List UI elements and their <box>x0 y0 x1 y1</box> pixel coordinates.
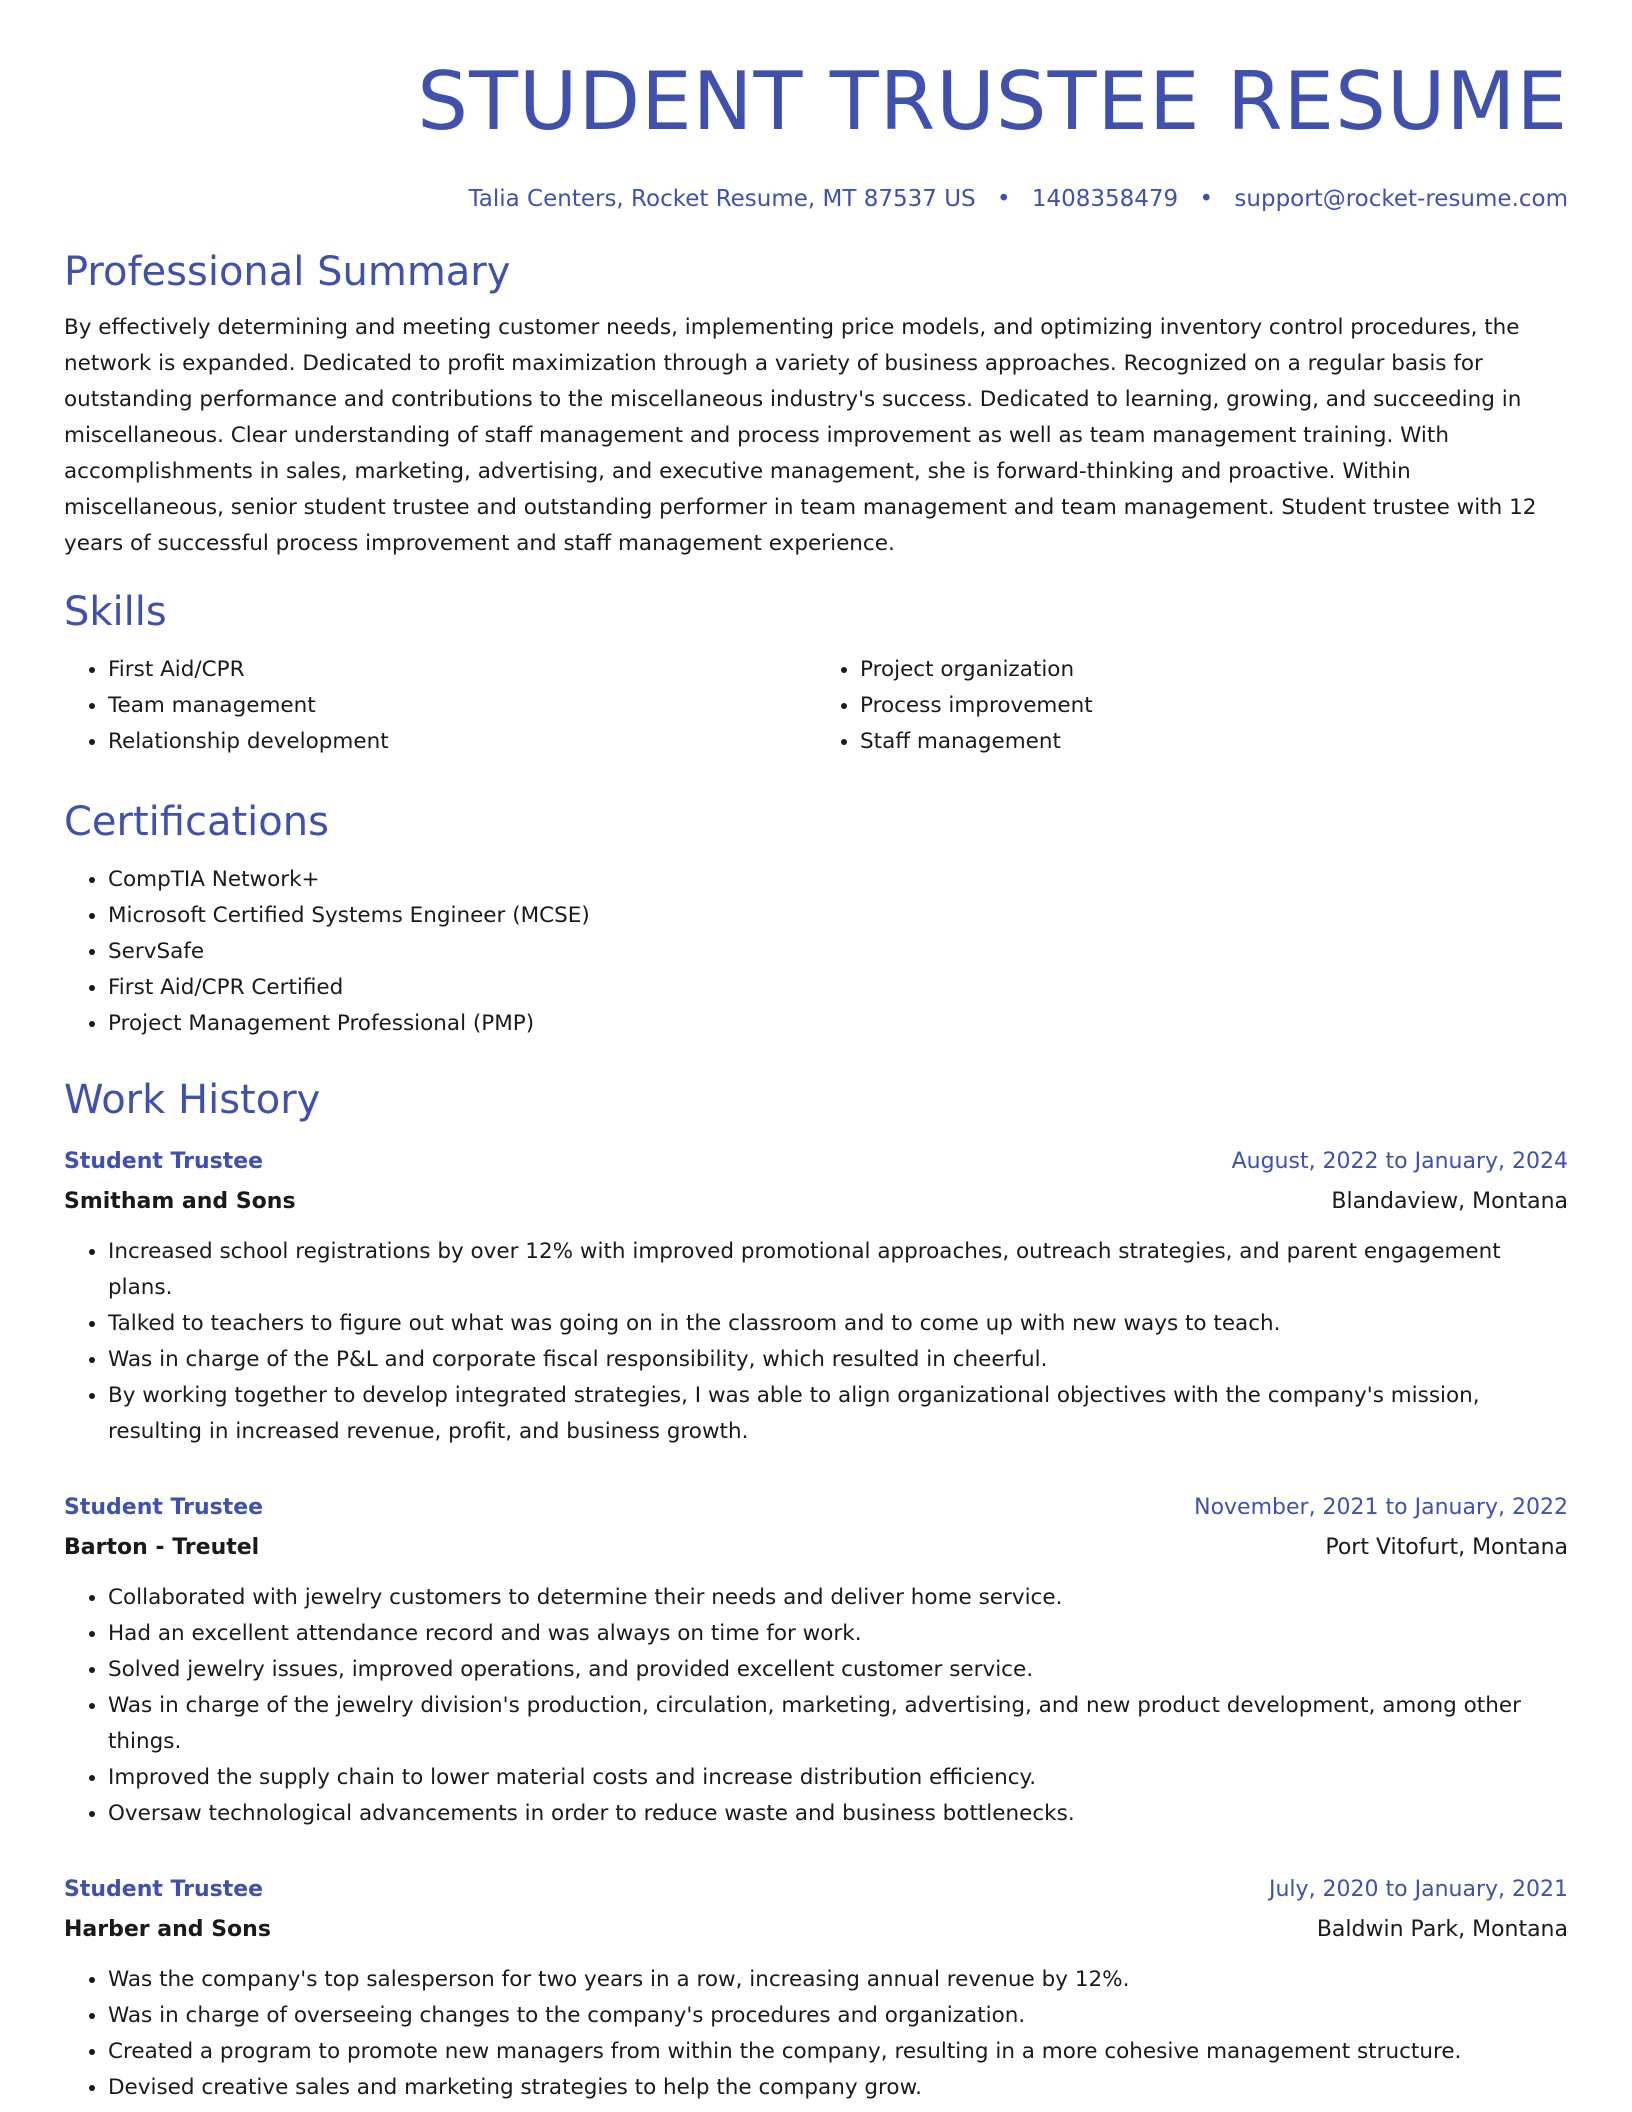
contact-phone: 1408358479 <box>1031 186 1179 212</box>
job-header-row <box>64 1142 1568 1182</box>
job-company: Barton - Treutel <box>64 1535 260 1560</box>
contact-separator: • <box>1199 186 1214 212</box>
skill-item: • Relationship development <box>108 724 816 760</box>
job-bullets <box>64 1234 1568 1450</box>
contact-separator: • <box>996 186 1011 212</box>
job-company-row <box>64 1528 1568 1568</box>
job-bullet: • Collaborated with jewelry customers to determine their needs and deliver home service. <box>108 1580 1568 1616</box>
job-dates: July, 2020 to January, 2021 <box>1269 1877 1568 1902</box>
job-bullet: • Increased school registrations by over 12% with improved promotional approaches, outreach strategies, and parent engagement plans. <box>108 1234 1568 1306</box>
job-dates: August, 2022 to January, 2024 <box>1231 1149 1568 1174</box>
skills-columns <box>64 652 1568 760</box>
job-location: Blandaview, Montana <box>1331 1189 1568 1214</box>
certification-item: • CompTIA Network+ <box>108 862 1568 898</box>
job-company: Smitham and Sons <box>64 1189 296 1214</box>
job-location: Port Vitofurt, Montana <box>1325 1535 1568 1560</box>
job-bullet: • Oversaw technological advancements in order to reduce waste and business bottlenecks. <box>108 1796 1568 1832</box>
job-bullet: • Was in charge of overseeing changes to the company's procedures and organization. <box>108 1998 1568 2034</box>
job-company-row <box>64 1182 1568 1222</box>
skill-item: • Team management <box>108 688 816 724</box>
job-title: Student Trustee <box>64 1877 264 1902</box>
job-bullet: • Talked to teachers to figure out what was going on in the classroom and to come up with new ways to teach. <box>108 1306 1568 1342</box>
job-company: Harber and Sons <box>64 1917 271 1942</box>
certification-item: • Microsoft Certified Systems Engineer (MCSE) <box>108 898 1568 934</box>
job-dates: November, 2021 to January, 2022 <box>1194 1495 1568 1520</box>
contact-email[interactable]: support@rocket-resume.com <box>1234 186 1568 212</box>
certifications-heading: Certifications <box>64 799 329 845</box>
summary-heading: Professional Summary <box>64 249 511 295</box>
job-bullet: • Was in charge of the jewelry division's production, circulation, marketing, advertising, and new product development, among other things. <box>108 1688 1568 1760</box>
job-entry <box>64 1488 1568 1832</box>
skills-list-left <box>64 652 816 760</box>
resume-title: STUDENT TRUSTEE RESUME <box>417 55 1568 148</box>
job-bullet: • Improved the supply chain to lower material costs and increase distribution efficiency. <box>108 1760 1568 1796</box>
job-bullet: • Was the company's top salesperson for two years in a row, increasing annual revenue by 12%. <box>108 1962 1568 1998</box>
job-bullets <box>64 1962 1568 2106</box>
job-bullet: • Created a program to promote new managers from within the company, resulting in a more cohesive management structure. <box>108 2034 1568 2070</box>
job-entry <box>64 1870 1568 2106</box>
job-header-row <box>64 1870 1568 1910</box>
contact-line <box>64 182 1568 216</box>
work-history-heading: Work History <box>64 1077 321 1123</box>
skill-item: • Project organization <box>860 652 1568 688</box>
skills-heading: Skills <box>64 589 167 635</box>
certification-item: • ServSafe <box>108 934 1568 970</box>
skill-item: • Staff management <box>860 724 1568 760</box>
job-title: Student Trustee <box>64 1149 264 1174</box>
job-bullet: • Had an excellent attendance record and was always on time for work. <box>108 1616 1568 1652</box>
job-title: Student Trustee <box>64 1495 264 1520</box>
job-bullets <box>64 1580 1568 1832</box>
job-header-row <box>64 1488 1568 1528</box>
job-location: Baldwin Park, Montana <box>1316 1917 1568 1942</box>
job-bullet: • Was in charge of the P&L and corporate fiscal responsibility, which resulted in cheerful. <box>108 1342 1568 1378</box>
skill-item: • First Aid/CPR <box>108 652 816 688</box>
job-bullet: • Solved jewelry issues, improved operations, and provided excellent customer service. <box>108 1652 1568 1688</box>
contact-address: Talia Centers, Rocket Resume, MT 87537 US <box>468 186 976 212</box>
certification-item: • First Aid/CPR Certified <box>108 970 1568 1006</box>
job-company-row <box>64 1910 1568 1950</box>
job-bullet: • By working together to develop integrated strategies, I was able to align organizational objectives with the company's mission, resulting in increased revenue, profit, and business growth. <box>108 1378 1568 1450</box>
summary-text: By effectively determining and meeting customer needs, implementing price models, and optimizing inventory control procedures, the network is expanded. Dedicated to profit maximization through a variety of business approaches. Recognized on a regular basis for outstanding performance and contributions to the miscellaneous industry's success. Dedicated to learning, growing, and succeeding in miscellaneous. Clear understanding of staff management and process improvement as well as team management training. With accomplishments in sales, marketing, advertising, and executive management, she is forward-thinking and proactive. Within miscellaneous, senior student trustee and outstanding performer in team management and team management. Student trustee with 12 years of successful process improvement and staff management experience. <box>64 315 1537 556</box>
skills-list-right <box>816 652 1568 760</box>
job-entry <box>64 1142 1568 1450</box>
skill-item: • Process improvement <box>860 688 1568 724</box>
certifications-list <box>64 862 1568 1042</box>
certification-item: • Project Management Professional (PMP) <box>108 1006 1568 1042</box>
job-bullet: • Devised creative sales and marketing strategies to help the company grow. <box>108 2070 1568 2106</box>
